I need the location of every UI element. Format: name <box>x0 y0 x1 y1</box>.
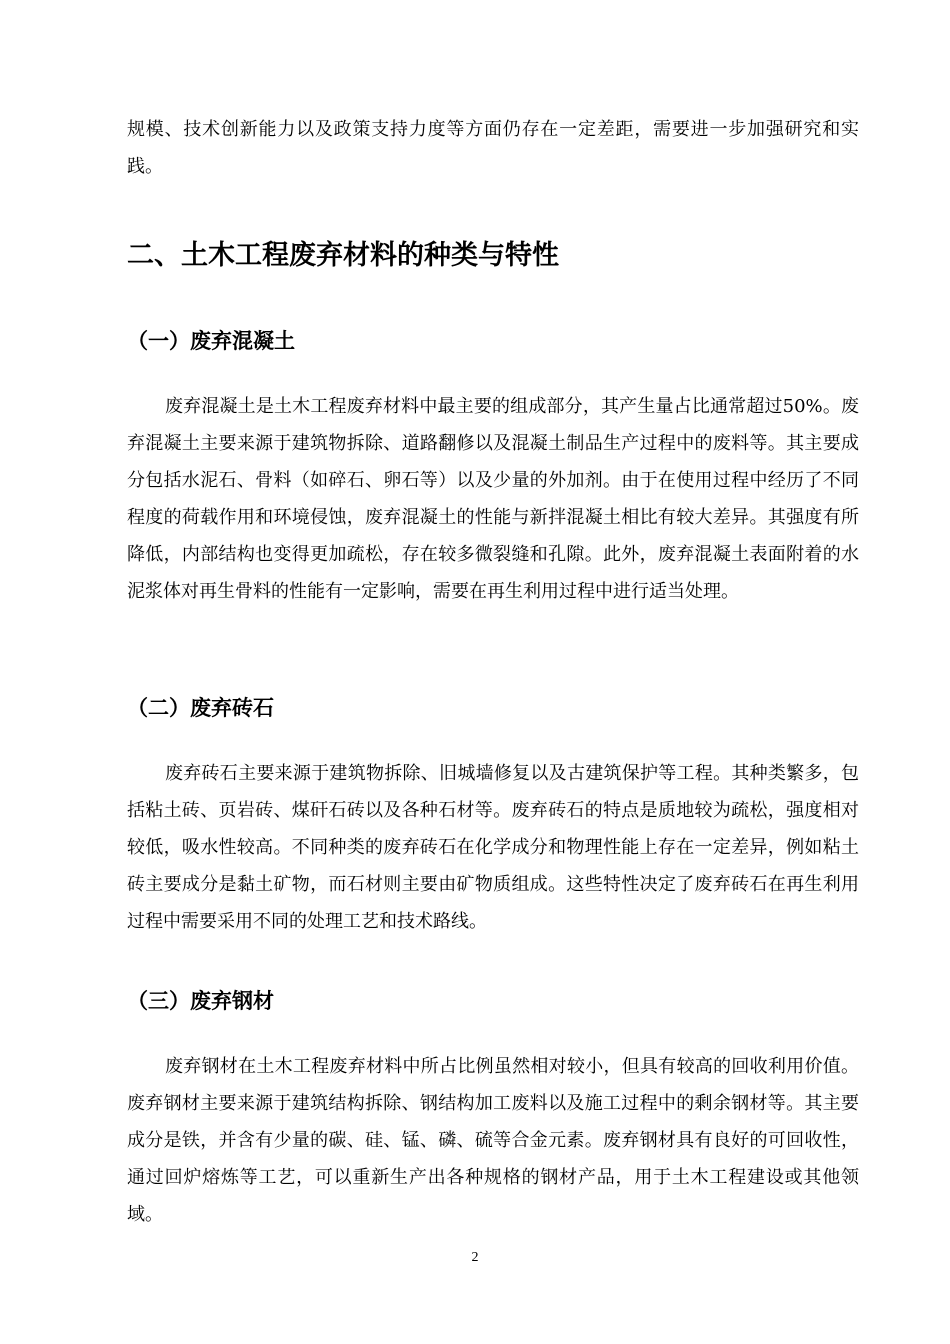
subsection-1-heading-block <box>127 326 859 356</box>
intro-paragraph: 规模、技术创新能力以及政策支持力度等方面仍存在一定差距，需要进一步加强研究和实践。 <box>127 119 859 177</box>
subsection-2-paragraph-block <box>127 755 859 940</box>
paragraph-brick-stone: 废弃砖石主要来源于建筑物拆除、旧城墙修复以及古建筑保护等工程。其种类繁多，包括粘土砖、页岩砖、煤矸石砖以及各种石材等。废弃砖石的特点是质地较为疏松，强度相对较低，吸水性较高。不同种类的废弃砖石在化学成分和物理性能上存在一定差异，例如粘土砖主要成分是黏土矿物，而石材则主要由矿物质组成。这些特性决定了废弃砖石在再生利用过程中需要采用不同的处理工艺和技术路线。 <box>127 763 859 932</box>
subsection-1-paragraph-block <box>127 388 859 610</box>
paragraph-steel: 废弃钢材在土木工程废弃材料中所占比例虽然相对较小，但具有较高的回收利用价值。废弃钢材主要来源于建筑结构拆除、钢结构加工废料以及施工过程中的剩余钢材等。其主要成分是铁，并含有少量的碳、硅、锰、磷、硫等合金元素。废弃钢材具有良好的可回收性，通过回炉熔炼等工艺，可以重新生产出各种规格的钢材产品，用于土木工程建设或其他领域。 <box>127 1056 859 1225</box>
page-number: 2 <box>471 1250 479 1265</box>
section-title: 二、土木工程废弃材料的种类与特性 <box>127 240 559 271</box>
subsection-3-paragraph-block <box>127 1048 859 1233</box>
subsection-heading-steel: （三）废弃钢材 <box>127 989 274 1013</box>
subsection-heading-concrete: （一）废弃混凝土 <box>127 329 295 353</box>
intro-paragraph-block <box>127 111 859 185</box>
subsection-3-heading-block <box>127 986 859 1016</box>
section-title-block <box>127 238 859 274</box>
subsection-heading-brick-stone: （二）废弃砖石 <box>127 696 274 720</box>
subsection-2-heading-block <box>127 693 859 723</box>
paragraph-concrete: 废弃混凝土是土木工程废弃材料中最主要的组成部分，其产生量占比通常超过50%。废弃混凝土主要来源于建筑物拆除、道路翻修以及混凝土制品生产过程中的废料等。其主要成分包括水泥石、骨料（如碎石、卵石等）以及少量的外加剂。由于在使用过程中经历了不同程度的荷载作用和环境侵蚀，废弃混凝土的性能与新拌混凝土相比有较大差异。其强度有所降低，内部结构也变得更加疏松，存在较多微裂缝和孔隙。此外，废弃混凝土表面附着的水泥浆体对再生骨料的性能有一定影响，需要在再生利用过程中进行适当处理。 <box>127 396 859 602</box>
